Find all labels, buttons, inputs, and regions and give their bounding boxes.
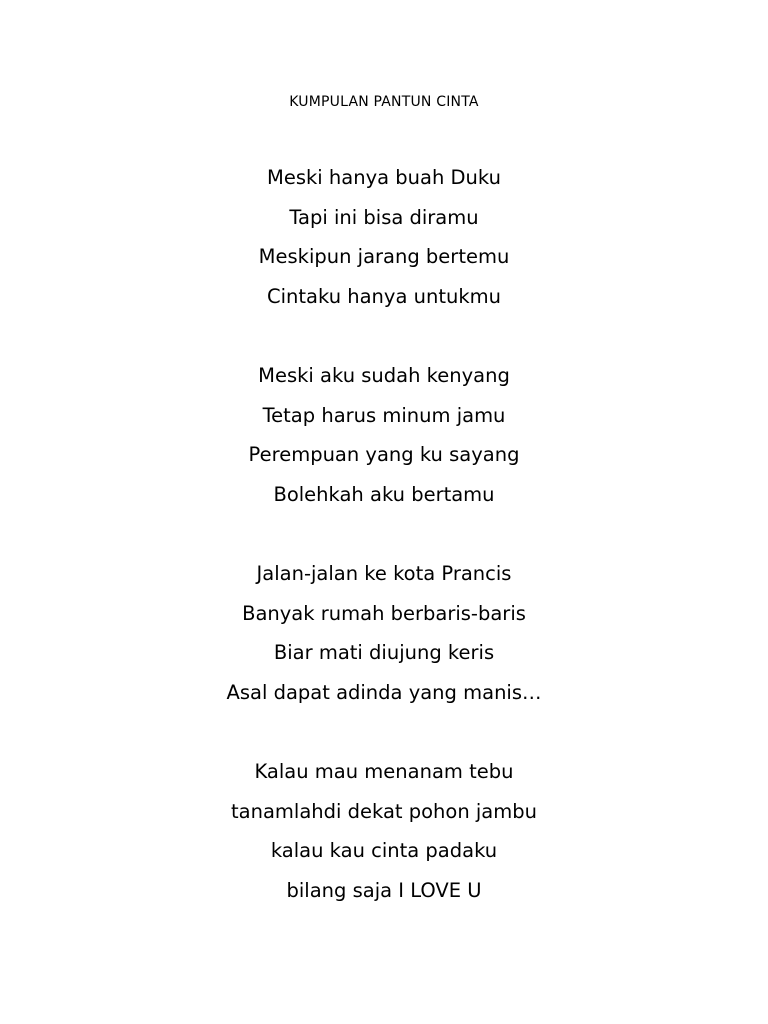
- document-title: KUMPULAN PANTUN CINTA: [289, 94, 479, 110]
- verse-line: Meskipun jarang bertemu: [258, 245, 510, 269]
- verse-line: Asal dapat adinda yang manis…: [226, 681, 542, 705]
- verse-line: Tetap harus minum jamu: [262, 403, 506, 427]
- verse-line: kalau kau cinta padaku: [270, 839, 498, 863]
- stanza-3: [0, 554, 768, 713]
- verse-line: Kalau mau menanam tebu: [254, 760, 514, 783]
- verse-line: Banyak rumah berbaris-baris: [242, 601, 526, 625]
- verse-line: bilang saja I LOVE U: [286, 879, 482, 903]
- verse-line: Cintaku hanya untukmu: [267, 285, 501, 309]
- verse-line: Meski hanya buah Duku: [267, 166, 501, 189]
- verse-line: Meski aku sudah kenyang: [258, 364, 510, 387]
- stanza-4: [0, 752, 768, 911]
- stanza-2: [0, 356, 768, 515]
- stanza-1: [0, 158, 768, 317]
- verse-line: tanamlahdi dekat pohon jambu: [231, 799, 537, 823]
- verse-line: Biar mati diujung keris: [273, 641, 495, 665]
- verse-line: Perempuan yang ku sayang: [248, 443, 520, 467]
- verse-line: Jalan-jalan ke kota Prancis: [256, 562, 512, 585]
- verse-line: Tapi ini bisa diramu: [289, 205, 479, 229]
- verse-line: Bolehkah aku bertamu: [273, 483, 495, 507]
